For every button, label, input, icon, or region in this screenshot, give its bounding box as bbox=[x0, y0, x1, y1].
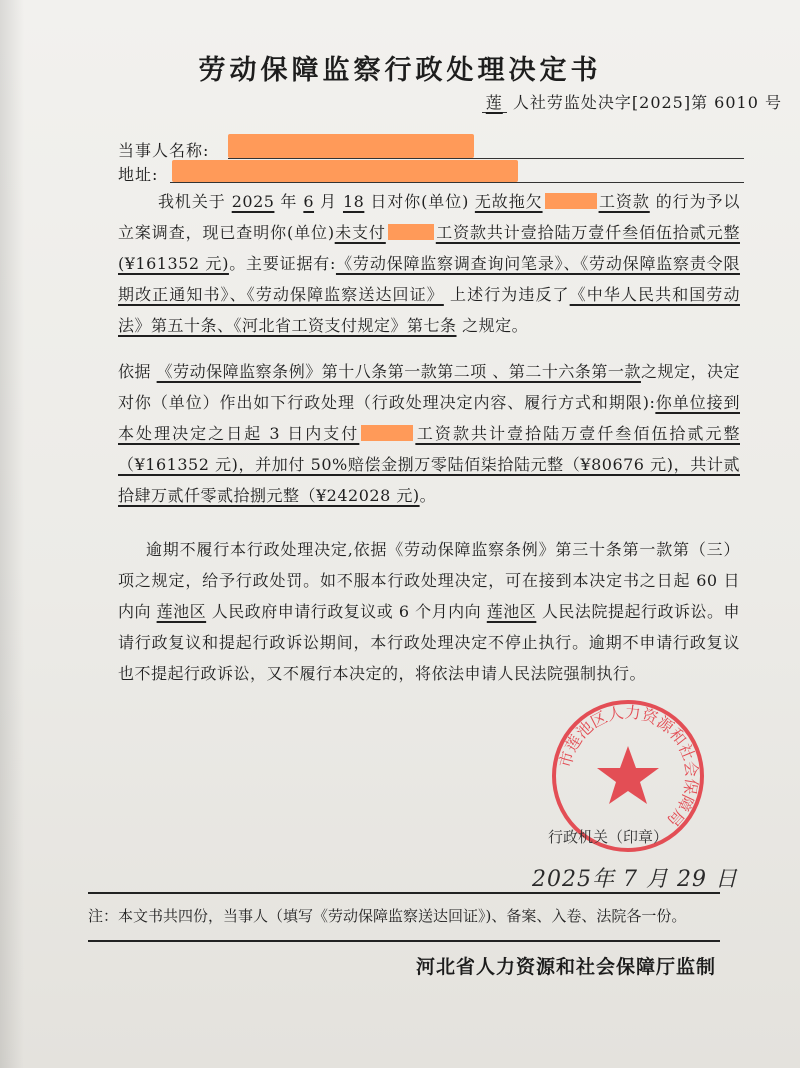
inline-redaction bbox=[545, 193, 597, 209]
address-underline bbox=[170, 182, 744, 183]
issuer-signature: 行政机关（印章） bbox=[548, 828, 669, 846]
address-label: 地址: bbox=[118, 165, 159, 184]
document-number bbox=[482, 90, 782, 113]
document-title: 劳动保障监察行政处理决定书 bbox=[198, 55, 602, 86]
seal-star-icon bbox=[597, 746, 659, 804]
page-shadow bbox=[0, 0, 24, 1068]
footer-rule-top bbox=[88, 892, 720, 894]
docnum-rest: 人社劳监处决字[2025]第 6010 号 bbox=[512, 93, 782, 112]
party-underline bbox=[228, 158, 744, 159]
document-note: 注：本文书共四份，当事人（填写《劳动保障监察送达回证》)、备案、入卷、法院各一份。 bbox=[88, 907, 687, 925]
party-redaction bbox=[228, 134, 474, 158]
handwritten-date: 2025年 7 月 29 日 bbox=[532, 867, 738, 892]
paragraph-2: 依据 《劳动保障监察条例》第十八条第一款第二项 、第二十六条第一款之规定，决定对你（单位）作出如下行政处理（行政处理决定内容、履行方式和期限):你单位接到本处理决定之日起 3 日内支付 工资款共计壹拾陆万壹仟叁佰伍拾贰元整（¥161352 元)，并加付 50%赔偿金捌万零陆佰柒拾陆元整（¥80676 元)，共计贰拾肆万贰仟零贰拾捌元整（¥242028 元)。 bbox=[118, 362, 740, 505]
supervisor-footer: 河北省人力资源和社会保障厅监制 bbox=[415, 956, 716, 978]
seal-text: 市莲池区人力资源和社会保障局 bbox=[555, 702, 702, 831]
docnum-prefix: 莲 bbox=[482, 93, 507, 113]
paragraph-3: 逾期不履行本行政处理决定,依据《劳动保障监察条例》第三十条第一款第（三）项之规定，给予行政处罚。如不服本行政处理决定，可在接到本决定书之日起 60 日内向 莲池区 人民政府申请行政复议或 6 个月内向 莲池区 人民法院提起行政诉讼。申请行政复议和提起行政诉讼期间，本行政处理决定不停止执行。逾期不申请行政复议也不提起行政诉讼，又不履行本决定的，将依法申请人民法院强制执行。 bbox=[118, 540, 740, 683]
address-redaction bbox=[172, 160, 518, 182]
party-label: 当事人名称: bbox=[118, 141, 210, 160]
footer-rule-bottom bbox=[88, 940, 720, 942]
inline-redaction bbox=[361, 425, 413, 441]
paragraph-1: 我机关于 2025 年 6 月 18 日对你(单位) 无故拖欠 工资款 的行为予以立案调查，现已查明你(单位)未支付 工资款共计壹拾陆万壹仟叁佰伍拾贰元整(¥161352 元)。主要证据有:《劳动保障监察调查询问笔录》、《劳动保障监察责令限期改正通知书》、《劳动保障监察送达回证》 上述行为违反了《中华人民共和国劳动法》第五十条、《河北省工资支付规定》第七条 之规定。 bbox=[118, 192, 740, 335]
inline-redaction bbox=[388, 224, 434, 240]
